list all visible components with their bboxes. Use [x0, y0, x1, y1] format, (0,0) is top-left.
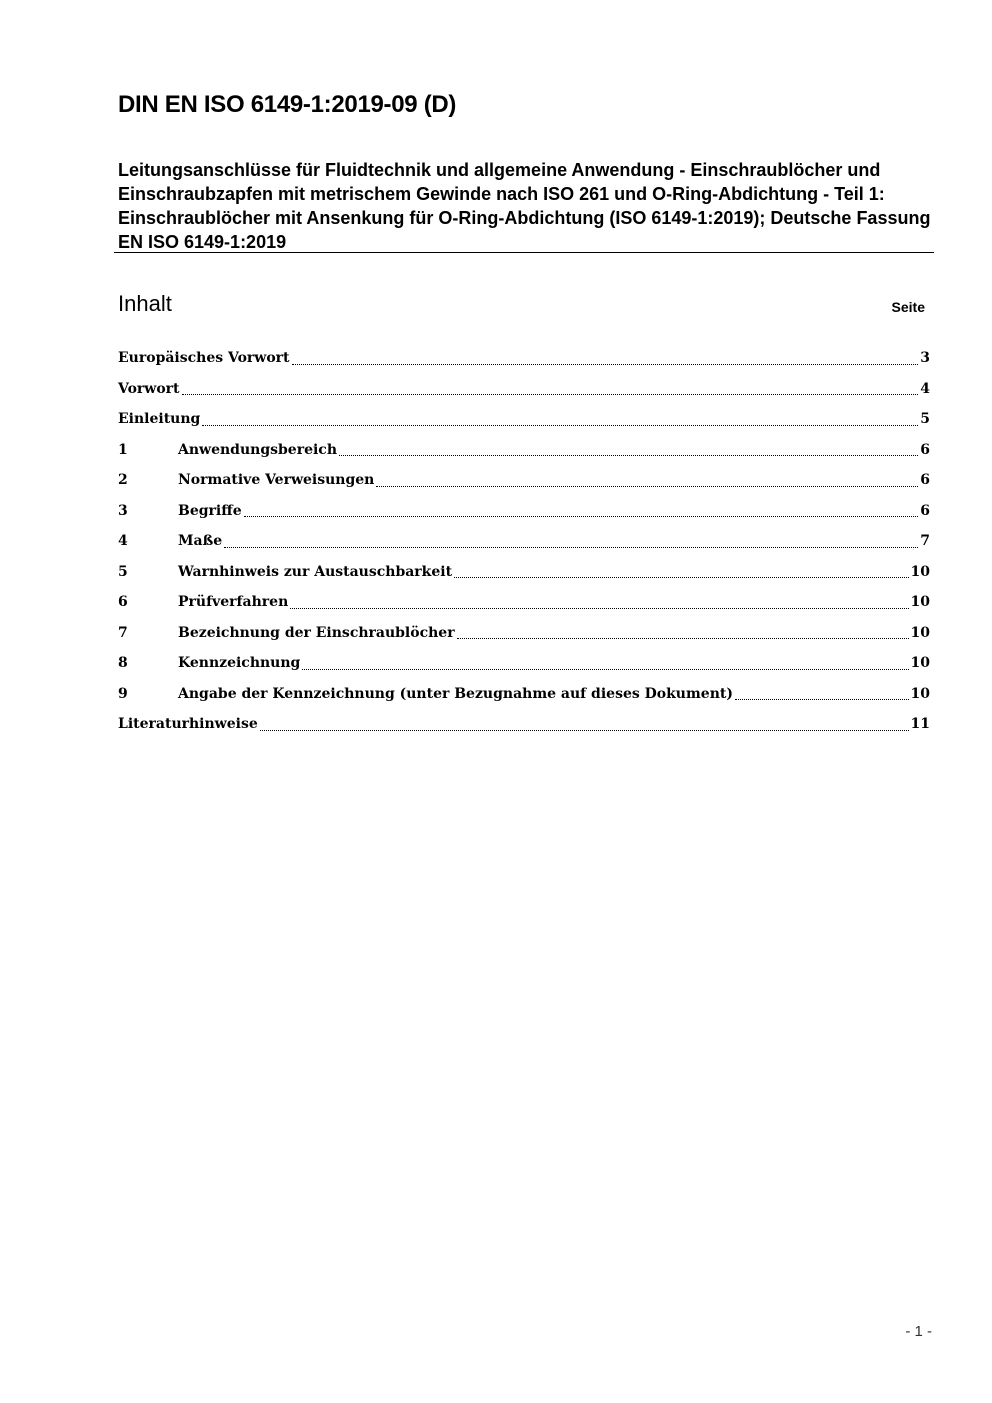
page-number: - 1 - [905, 1323, 932, 1340]
toc-dot-leader [202, 425, 918, 426]
toc-dot-leader [454, 577, 908, 578]
toc-entry-vorwort[interactable] [118, 379, 930, 410]
table-of-contents [118, 348, 930, 745]
toc-entry-number: 1 [118, 441, 128, 458]
toc-entry-number: 9 [118, 685, 128, 702]
toc-dot-leader [182, 394, 919, 395]
toc-entry-page: 5 [920, 411, 930, 427]
toc-entry-title: Bezeichnung der Einschraublöcher [178, 624, 455, 641]
toc-dot-leader [376, 486, 918, 487]
toc-entry-normative-verweisungen[interactable] [118, 470, 930, 501]
toc-dot-leader [292, 364, 919, 365]
toc-entry-page: 10 [910, 624, 930, 641]
toc-entry-title: Europäisches Vorwort [118, 350, 290, 366]
subtitle-divider [114, 252, 934, 253]
toc-entry-page: 4 [920, 380, 930, 397]
toc-entry-literaturhinweise[interactable] [118, 714, 930, 745]
toc-entry-einleitung[interactable] [118, 409, 930, 440]
toc-entry-title: Angabe der Kennzeichnung (unter Bezugnahme auf dieses Dokument) [178, 685, 733, 702]
toc-dot-leader [260, 730, 909, 731]
toc-entry-bezeichnung[interactable] [118, 623, 930, 654]
toc-entry-begriffe[interactable] [118, 501, 930, 532]
toc-entry-title: Kennzeichnung [178, 655, 301, 671]
toc-entry-title: Normative Verweisungen [178, 472, 375, 488]
toc-entry-title: Anwendungsbereich [178, 441, 337, 458]
toc-entry-europaeisches-vorwort[interactable] [118, 348, 930, 379]
toc-entry-number: 7 [118, 624, 128, 641]
toc-entry-page: 10 [910, 563, 930, 580]
toc-entry-number: 2 [118, 472, 128, 488]
toc-entry-angabe-kennzeichnung[interactable] [118, 684, 930, 715]
toc-entry-page: 11 [910, 716, 930, 732]
toc-entry-page: 10 [910, 655, 930, 671]
toc-entry-page: 6 [920, 502, 930, 519]
toc-entry-page: 6 [920, 472, 930, 488]
toc-page-column-label: Seite [891, 299, 925, 315]
toc-entry-title: Prüfverfahren [178, 594, 289, 610]
toc-dot-leader [339, 455, 918, 456]
toc-entry-page: 10 [910, 685, 930, 702]
toc-dot-leader [224, 547, 918, 548]
toc-entry-title: Warnhinweis zur Austauschbarkeit [178, 563, 453, 580]
toc-entry-page: 3 [920, 350, 930, 366]
toc-entry-warnhinweis[interactable] [118, 562, 930, 593]
toc-entry-number: 8 [118, 655, 128, 671]
toc-entry-number: 6 [118, 594, 128, 610]
toc-entry-anwendungsbereich[interactable] [118, 440, 930, 471]
toc-dot-leader [302, 669, 908, 670]
toc-entry-pruefverfahren[interactable] [118, 592, 930, 623]
toc-entry-page: 7 [920, 533, 930, 549]
toc-entry-title: Maße [178, 533, 223, 549]
toc-entry-kennzeichnung[interactable] [118, 653, 930, 684]
toc-entry-title: Begriffe [178, 502, 242, 519]
document-subtitle: Leitungsanschlüsse für Fluidtechnik und allgemeine Anwendung - Einschraublöcher und Einschraubzapfen mit metrischem Gewinde nach ISO 261 und O-Ring-Abdichtung - Teil 1: Einschraublöcher mit Ansenkung für O-Ring-Abdichtung (ISO 6149-1:2019); Deutsche Fassung EN ISO 6149-1:2019 [118, 160, 931, 252]
toc-entry-number: 4 [118, 533, 128, 549]
toc-entry-title: Vorwort [118, 380, 180, 397]
toc-entry-masse[interactable] [118, 531, 930, 562]
toc-entry-page: 10 [910, 594, 930, 610]
toc-heading: Inhalt [118, 291, 172, 316]
toc-dot-leader [457, 638, 909, 639]
toc-entry-number: 5 [118, 563, 128, 580]
toc-dot-leader [290, 608, 908, 609]
toc-dot-leader [735, 699, 909, 700]
document-title: DIN EN ISO 6149-1:2019-09 (D) [118, 91, 457, 118]
toc-entry-title: Literaturhinweise [118, 716, 258, 732]
toc-entry-number: 3 [118, 502, 128, 519]
toc-entry-title: Einleitung [118, 411, 201, 427]
toc-dot-leader [244, 516, 919, 517]
toc-entry-page: 6 [920, 441, 930, 458]
